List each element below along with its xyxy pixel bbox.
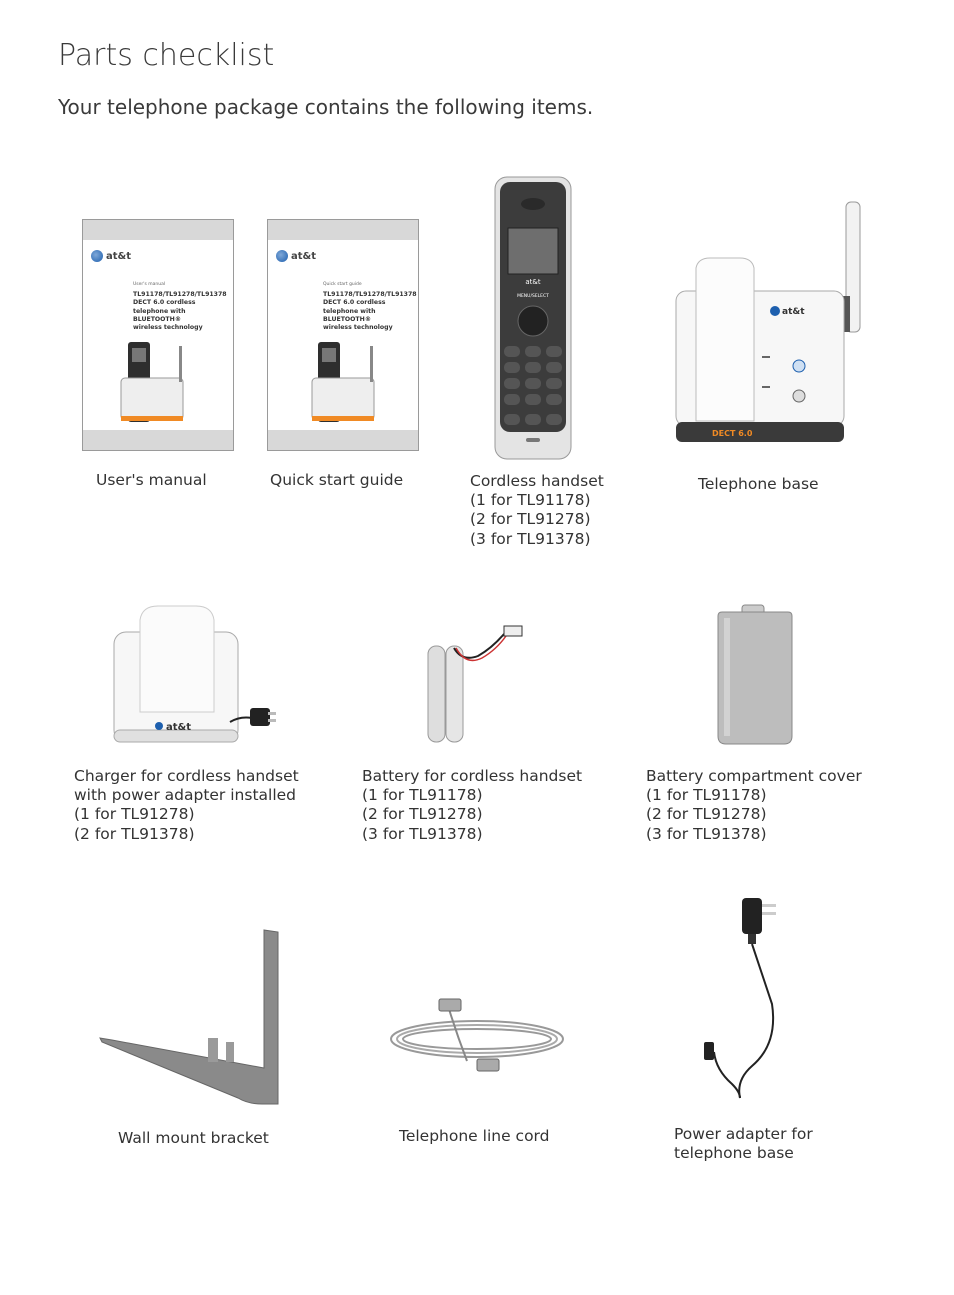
charger-image [112,604,280,746]
booklet-brand: at&t [91,250,131,262]
att-globe-icon [155,722,163,730]
page-subtitle: Your telephone package contains the following items. [58,95,594,119]
charger-brand: at&t [166,722,192,733]
caption-power-adapter: Power adapter for telephone base [674,1125,813,1163]
caption-battery-cover: Battery compartment cover (1 for TL91178) (2 for TL91278) (3 for TL91378) [646,767,862,843]
bluetooth-button-icon [793,360,805,372]
cordless-handset-image [494,176,574,461]
booklet-small-label: User's manual [133,282,166,287]
caption-users-manual: User's manual [96,471,207,489]
handset-menu-key: MENU/SELECT [517,294,549,299]
caption-battery: Battery for cordless handset (1 for TL91178) (2 for TL91278) (3 for TL91378) [362,767,583,843]
booklet-phone-icon [268,220,418,450]
power-adapter-image [696,894,786,1102]
caption-quick-start-guide: Quick start guide [270,471,404,489]
quick-start-guide-image [267,219,419,451]
booklet-bottom-band [83,430,233,450]
booklet-bottom-band [268,430,418,450]
handset-locator-icon [793,390,805,402]
booklet-small-label: Quick start guide [323,282,362,287]
caption-wall-mount-bracket: Wall mount bracket [118,1129,269,1147]
booklet-model-text: TL91178/TL91278/TL91378 DECT 6.0 cordless telephone with BLUETOOTH® wireless technology [133,291,227,332]
booklet-brand: at&t [276,250,316,262]
wall-mount-bracket-image [98,928,282,1106]
caption-cordless-handset: Cordless handset (1 for TL91178) (2 for TL91278) (3 for TL91378) [470,472,604,548]
caption-telephone-line-cord: Telephone line cord [399,1127,550,1145]
booklet-phone-icon [83,220,233,450]
base-brand: at&t [782,307,805,317]
base-dect-label: DECT 6.0 [712,429,753,438]
att-globe-icon [770,306,780,316]
telephone-base-image [674,196,866,444]
users-manual-image [82,219,234,451]
battery-cover-image [714,604,796,746]
page-title: Parts checklist [58,38,275,73]
handset-brand: at&t [525,278,541,286]
line-cord-image [387,995,569,1085]
battery-image [426,622,526,746]
booklet-model-text: TL91178/TL91278/TL91378 DECT 6.0 cordless telephone with BLUETOOTH® wireless technology [323,291,417,332]
caption-charger: Charger for cordless handset with power adapter installed (1 for TL91278) (2 for TL91378) [74,767,299,843]
caption-telephone-base: Telephone base [698,475,819,493]
